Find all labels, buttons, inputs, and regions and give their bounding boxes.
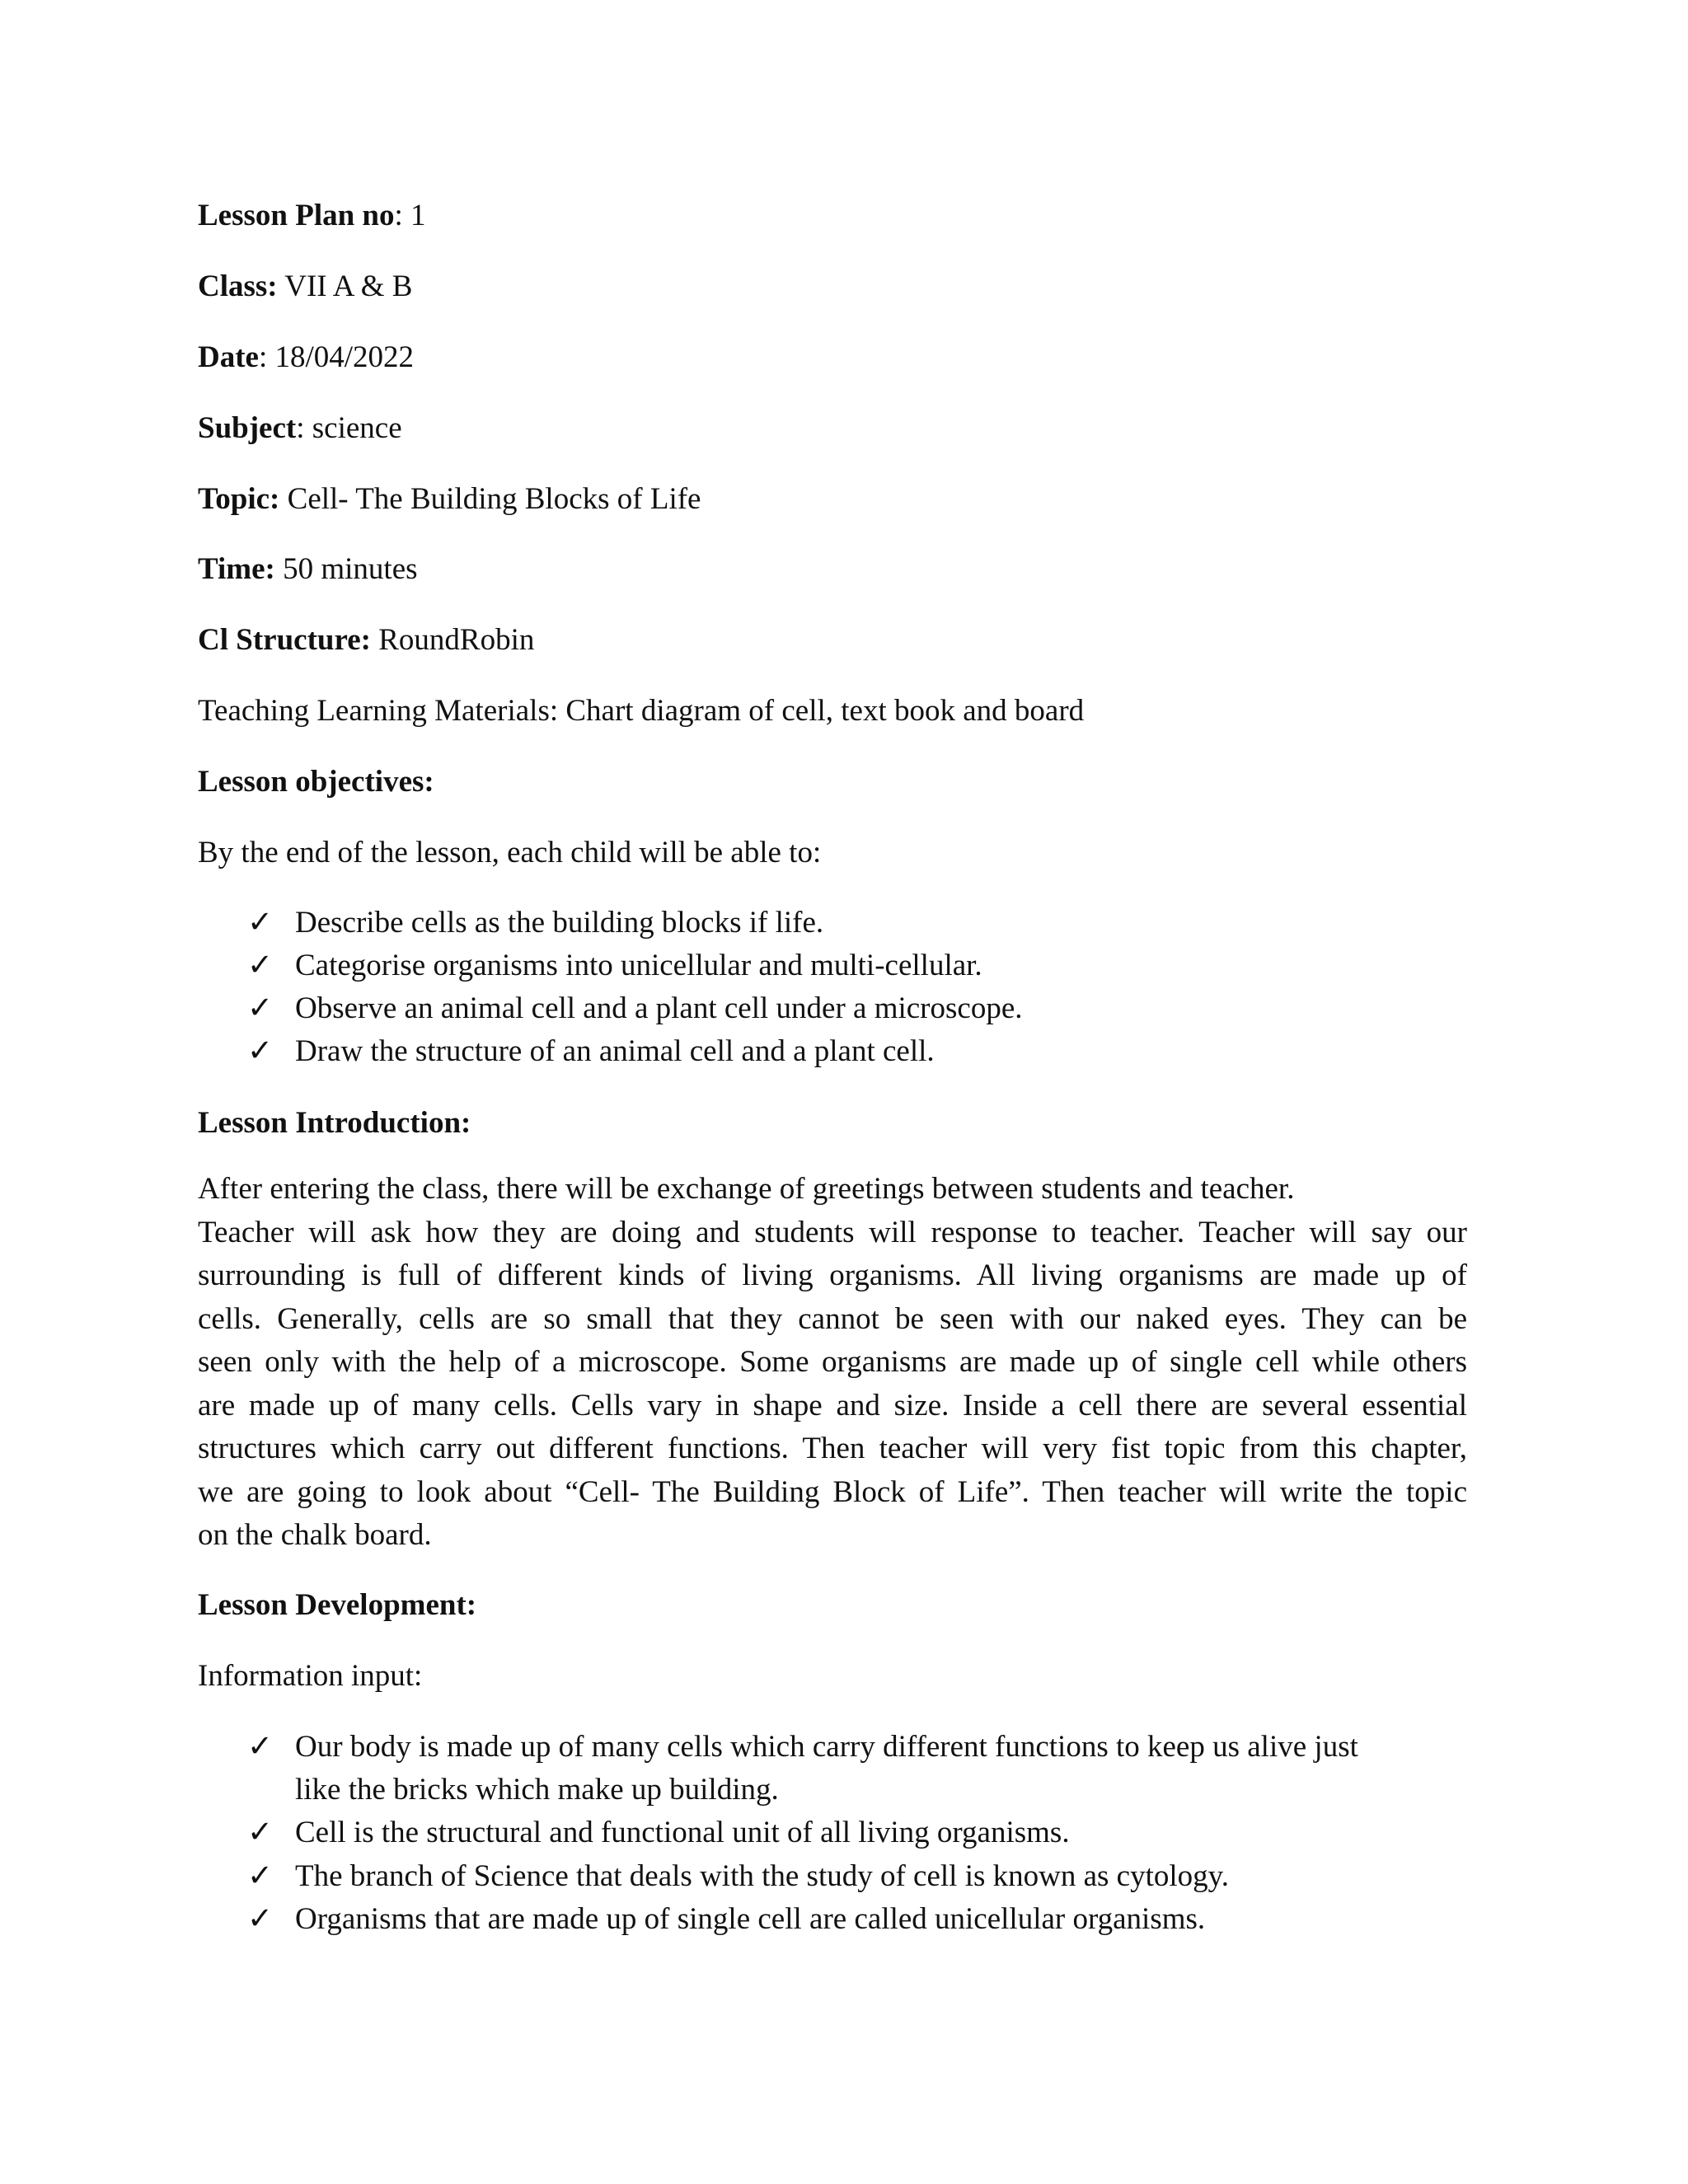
date-field	[198, 342, 414, 373]
paragraph-line: we are going to look about “Cell- The Building Block of Life”. Then teacher will write the topic	[198, 1474, 1467, 1509]
list-item: Describe cells as the building blocks if life.	[295, 906, 824, 940]
list-item: Cell is the structural and functional unit of all living organisms.	[295, 1816, 1070, 1849]
class-field	[198, 271, 412, 302]
time-field	[198, 554, 418, 584]
lesson-plan-number	[198, 200, 426, 231]
cl-structure-value: RoundRobin	[378, 623, 535, 657]
list-item: Organisms that are made up of single cell are called unicellular organisms.	[295, 1902, 1206, 1936]
class-value: VII A & B	[284, 269, 413, 303]
development-heading: Lesson Development:	[198, 1588, 477, 1622]
list-item: Our body is made up of many cells which carry different functions to keep us alive just	[295, 1730, 1358, 1764]
subject-label: Subject	[198, 411, 297, 445]
paragraph-line: surrounding is full of different kinds of living organisms. All living organisms are made up of	[198, 1258, 1467, 1292]
cl-structure-label: Cl Structure:	[198, 623, 371, 657]
lesson-plan-value: : 1	[394, 199, 426, 232]
paragraph-line: on the chalk board.	[198, 1518, 432, 1552]
check-icon: ✓	[247, 1859, 274, 1893]
time-value: 50 minutes	[283, 552, 418, 586]
check-icon: ✓	[247, 991, 274, 1025]
objectives-intro: By the end of the lesson, each child will be able to:	[198, 836, 822, 869]
list-item: The branch of Science that deals with the study of cell is known as cytology.	[295, 1859, 1229, 1893]
paragraph-line: structures which carry out different functions. Then teacher will very fist topic from this chapter,	[198, 1432, 1467, 1465]
subject-value: : science	[296, 411, 402, 445]
information-input-label: Information input:	[198, 1659, 423, 1693]
paragraph-line: are made up of many cells. Cells vary in shape and size. Inside a cell there are several essential	[198, 1388, 1467, 1422]
introduction-heading: Lesson Introduction:	[198, 1106, 471, 1140]
list-item: Draw the structure of an animal cell and a plant cell.	[295, 1034, 935, 1068]
date-value: : 18/04/2022	[258, 340, 415, 374]
check-icon: ✓	[247, 1902, 274, 1936]
check-icon: ✓	[247, 906, 274, 940]
objectives-heading: Lesson objectives:	[198, 765, 434, 799]
introduction-paragraph	[198, 1168, 1467, 1558]
subject-field	[198, 413, 402, 443]
list-item: Observe an animal cell and a plant cell under a microscope.	[295, 991, 1023, 1025]
topic-field	[198, 484, 701, 514]
list-item-continuation: like the bricks which make up building.	[295, 1773, 779, 1807]
check-icon: ✓	[247, 1034, 274, 1068]
check-icon: ✓	[247, 1730, 274, 1764]
paragraph-line: After entering the class, there will be exchange of greetings between students and teacher.	[198, 1172, 1295, 1206]
date-label: Date	[198, 340, 259, 374]
paragraph-line: cells. Generally, cells are so small that they cannot be seen with our naked eyes. They can be	[198, 1301, 1467, 1336]
check-icon: ✓	[247, 1816, 274, 1849]
topic-label: Topic:	[198, 482, 280, 516]
check-icon: ✓	[247, 949, 274, 982]
paragraph-line: seen only with the help of a microscope. Some organisms are made up of single cell while others	[198, 1345, 1467, 1379]
teaching-learning-materials: Teaching Learning Materials: Chart diagram of cell, text book and board	[198, 694, 1085, 728]
class-label: Class:	[198, 269, 278, 303]
topic-value: Cell- The Building Blocks of Life	[287, 482, 701, 516]
cl-structure-field	[198, 625, 534, 655]
lesson-plan-label: Lesson Plan no	[198, 199, 395, 232]
time-label: Time:	[198, 552, 275, 586]
list-item: Categorise organisms into unicellular and multi-cellular.	[295, 949, 982, 982]
paragraph-line: Teacher will ask how they are doing and students will response to teacher. Teacher will say our	[198, 1215, 1467, 1249]
